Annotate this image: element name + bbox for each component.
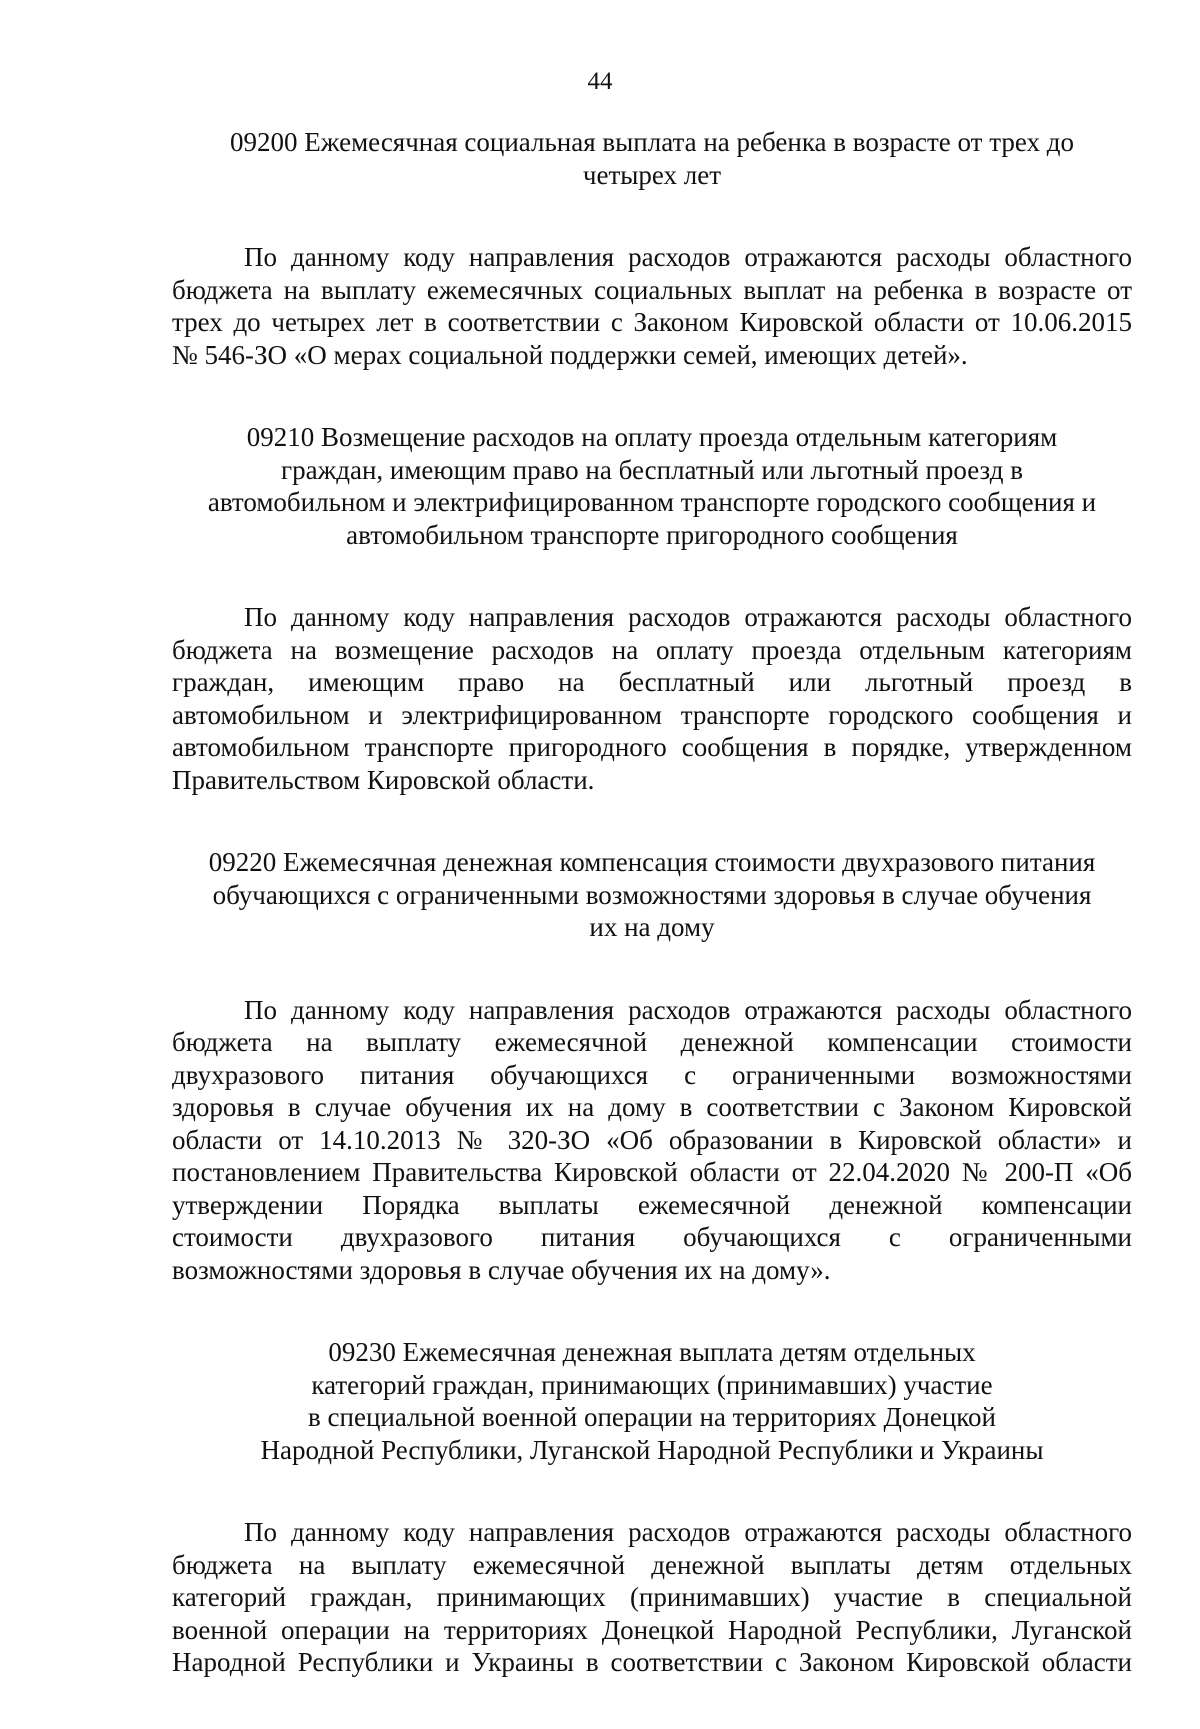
heading-line: 09200 Ежемесячная социальная выплата на ребенка в возрасте от трех до [230,127,1074,157]
body-line: категорий граждан, принимающих (принимавших) участие в специальной [172,1582,1132,1612]
heading-line: автомобильном и электрифицированном транспорте городского сообщения и [207,487,1097,517]
body-line: Правительством Кировской области. [172,764,595,795]
body-line: Народной Республики и Украины в соответствии с Законом Кировской области [172,1647,1132,1677]
section-heading-09200 [172,126,1132,191]
page-number: 44 [587,68,613,95]
body-line: трех до четырех лет в соответствии с Законом Кировской области от 10.06.2015 [172,307,1132,337]
body-line: постановлением Правительства Кировской области от 22.04.2020 № 200-П «Об [172,1157,1132,1187]
body-line: стоимости двухразового питания обучающихся с ограниченными [172,1222,1132,1252]
body-line: здоровья в случае обучения их на дому в соответствии с Законом Кировской [172,1092,1132,1122]
document-body [172,126,1132,1729]
heading-line: обучающихся с ограниченными возможностями здоровья в случае обучения [212,879,1092,910]
heading-line: четырех лет [582,159,722,190]
body-line: утверждении Порядка выплаты ежемесячной денежной компенсации [172,1189,1132,1220]
section-body-09230 [172,1516,1132,1679]
section-heading-09220 [172,846,1132,944]
heading-line: 09230 Ежемесячная денежная выплата детям отдельных [328,1337,976,1367]
section-heading-09230 [172,1336,1132,1466]
section-heading-09210 [172,421,1132,551]
section-body-09220 [172,994,1132,1287]
section-body-09210 [172,601,1132,796]
body-line: бюджета на выплату ежемесячных социальных выплат на ребенка в возрасте от [172,274,1132,305]
heading-line: 09210 Возмещение расходов на оплату проезда отдельным категориям [246,422,1058,452]
body-line: По данному коду направления расходов отражаются расходы областного [244,242,1132,272]
body-line: бюджета на возмещение расходов на оплату проезда отдельным категориям [172,634,1132,665]
body-line: автомобильном и электрифицированном транспорте городского сообщения и [172,699,1132,730]
body-line: По данному коду направления расходов отражаются расходы областного [244,994,1132,1025]
heading-line: граждан, имеющим право на бесплатный или льготный проезд в [281,454,1023,485]
heading-line: в специальной военной операции на территориях Донецкой [308,1402,996,1432]
heading-line: 09220 Ежемесячная денежная компенсация стоимости двухразового питания [208,847,1096,877]
body-line: области от 14.10.2013 № 320-ЗО «Об образовании в Кировской области» и [172,1124,1132,1155]
body-line: военной операции на территориях Донецкой Народной Республики, Луганской [172,1614,1132,1645]
body-line: По данному коду направления расходов отражаются расходы областного [244,1517,1132,1547]
body-line: автомобильном транспорте пригородного сообщения в порядке, утвержденном [172,732,1132,762]
body-line: двухразового питания обучающихся с ограниченными возможностями [172,1059,1132,1090]
body-line: граждан, имеющим право на бесплатный или льготный проезд в [172,667,1132,697]
body-line: возможностями здоровья в случае обучения их на дому». [172,1254,831,1285]
body-line: № 546-ЗО «О мерах социальной поддержки семей, имеющих детей». [172,339,968,370]
heading-line: Народной Республики, Луганской Народной Республики и Украины [260,1434,1044,1465]
section-body-09200 [172,241,1132,371]
heading-line: их на дому [589,912,715,942]
heading-line: автомобильном транспорте пригородного сообщения [346,519,958,550]
heading-line: категорий граждан, принимающих (принимавших) участие [311,1369,993,1400]
body-line: бюджета на выплату ежемесячной денежной выплаты детям отдельных [172,1549,1132,1580]
body-line: бюджета на выплату ежемесячной денежной компенсации стоимости [172,1027,1132,1057]
body-line: По данному коду направления расходов отражаются расходы областного [244,602,1132,632]
